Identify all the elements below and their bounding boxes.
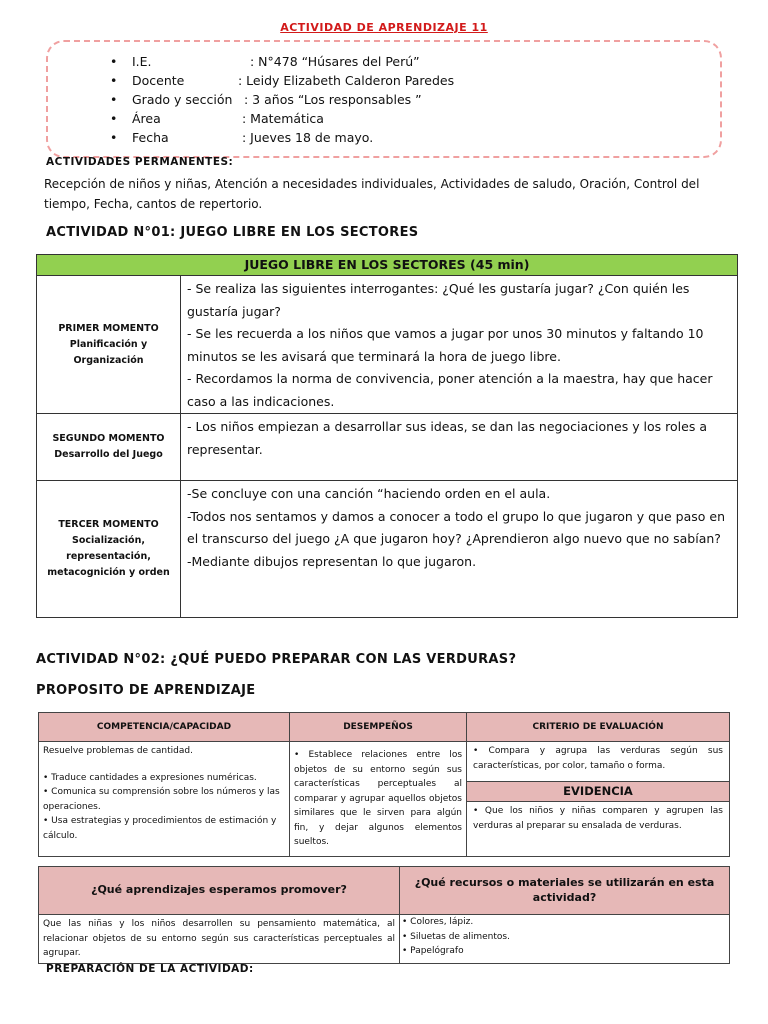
competencia-cell bbox=[39, 742, 290, 857]
actividad1-heading: ACTIVIDAD N°01: JUEGO LIBRE EN LOS SECTORES bbox=[46, 225, 419, 240]
competencia-header: COMPETENCIA/CAPACIDAD bbox=[39, 713, 290, 742]
momento-title: PRIMER MOMENTO bbox=[58, 322, 159, 334]
momento-content bbox=[181, 276, 738, 414]
document-title: ACTIVIDAD DE APRENDIZAJE 11 bbox=[280, 21, 488, 34]
recursos-cell bbox=[400, 915, 730, 964]
momento-line: - Se les recuerda a los niños que vamos a jugar por unos 30 minutos y faltando 10 minutos se les avisará que terminará la hora de juego libre. bbox=[187, 326, 704, 364]
momento-title: SEGUNDO MOMENTO bbox=[52, 433, 165, 444]
juego-libre-header: JUEGO LIBRE EN LOS SECTORES (45 min) bbox=[37, 255, 738, 276]
competencia-title: Resuelve problemas de cantidad. bbox=[43, 746, 193, 756]
bullet-icon: • bbox=[110, 54, 118, 69]
bullet-icon: • bbox=[110, 130, 118, 145]
juego-libre-table bbox=[36, 254, 738, 618]
bullet-icon: • bbox=[110, 73, 118, 88]
aprendizajes-cell: Que las niñas y los niños desarrollen su pensamiento matemática, al relacionar objetos de su entorno según sus características perceptuales al agrupar. bbox=[39, 915, 400, 964]
info-value: : N°478 “Húsares del Perú” bbox=[250, 54, 420, 69]
actividad2-heading: ACTIVIDAD N°02: ¿QUÉ PUEDO PREPARAR CON LAS VERDURAS? bbox=[36, 652, 517, 667]
recurso-item: • Colores, lápiz. bbox=[402, 917, 474, 927]
proposito-table bbox=[38, 712, 730, 857]
momento-content bbox=[181, 414, 738, 481]
info-label: Fecha bbox=[132, 130, 169, 145]
permanentes-text: Recepción de niños y niñas, Atención a necesidades individuales, Actividades de saludo, Oración, Control del tiempo, Fecha, cantos de repertorio. bbox=[44, 177, 700, 211]
momento-cell bbox=[37, 414, 181, 481]
momento-title: TERCER MOMENTO bbox=[58, 519, 159, 530]
aprendizajes-header: ¿Qué aprendizajes esperamos promover? bbox=[39, 867, 400, 915]
info-label: Docente bbox=[132, 73, 185, 88]
momento-cell bbox=[37, 481, 181, 618]
momento-subtitle: Planificación y Organización bbox=[69, 338, 148, 366]
criterio-header: CRITERIO DE EVALUACIÓN bbox=[467, 713, 730, 742]
momento-line: - Se realiza las siguientes interrogantes: ¿Qué les gustaría jugar? ¿Con quién les gustaría jugar? bbox=[187, 281, 690, 319]
recursos-header: ¿Qué recursos o materiales se utilizarán en esta actividad? bbox=[400, 867, 730, 915]
momento-line: -Mediante dibujos representan lo que jugaron. bbox=[187, 553, 477, 569]
momento-subtitle: Desarrollo del Juego bbox=[54, 449, 163, 460]
info-label: I.E. bbox=[132, 54, 152, 69]
competencia-item: • Usa estrategias y procedimientos de estimación y cálculo. bbox=[43, 816, 277, 841]
permanentes-heading: ACTIVIDADES PERMANENTES: bbox=[46, 156, 234, 168]
momento-line: - Recordamos la norma de convivencia, poner atención a la maestra, hay que hacer caso a las indicaciones. bbox=[187, 371, 713, 409]
momento-cell bbox=[37, 276, 181, 414]
aprendizajes-table bbox=[38, 866, 730, 964]
info-label: Grado y sección bbox=[132, 92, 233, 107]
info-value: : 3 años “Los responsables ” bbox=[244, 92, 422, 107]
competencia-item: • Traduce cantidades a expresiones numéricas. bbox=[43, 772, 257, 783]
info-label: Área bbox=[132, 111, 161, 126]
evidencia-header: EVIDENCIA bbox=[467, 782, 730, 802]
momento-line: - Los niños empiezan a desarrollar sus ideas, se dan las negociaciones y los roles a representar. bbox=[187, 419, 707, 457]
desempeno-cell: • Establece relaciones entre los objetos de su entorno según sus características perceptuales al comparar y agrupar aquellos objetos similares que le sirven para algún fin, y dejar algunos elementos sueltos. bbox=[290, 742, 467, 857]
info-value: : Matemática bbox=[242, 111, 324, 126]
info-value: : Leidy Elizabeth Calderon Paredes bbox=[238, 73, 455, 88]
evidencia-cell: • Que los niños y niñas comparen y agrupen las verduras al preparar su ensalada de verduras. bbox=[467, 802, 730, 857]
recurso-item: • Papelógrafo bbox=[402, 946, 464, 956]
recurso-item: • Siluetas de alimentos. bbox=[402, 931, 510, 942]
momento-subtitle: Socialización, representación, metacognición y orden bbox=[47, 535, 170, 578]
bullet-icon: • bbox=[110, 111, 118, 126]
momento-line: -Se concluye con una canción “haciendo orden en el aula. bbox=[187, 486, 551, 501]
competencia-item: • Comunica su comprensión sobre los números y las operaciones. bbox=[43, 787, 280, 812]
proposito-heading: PROPOSITO DE APRENDIZAJE bbox=[36, 683, 256, 698]
preparacion-heading: PREPARACIÓN DE LA ACTIVIDAD: bbox=[46, 963, 254, 975]
bullet-icon: • bbox=[110, 92, 118, 107]
momento-content bbox=[181, 481, 738, 618]
criterio-cell: • Compara y agrupa las verduras según sus características, por color, tamaño o forma. bbox=[467, 742, 730, 782]
momento-line: -Todos nos sentamos y damos a conocer a todo el grupo lo que jugaron y que paso en el transcurso del juego ¿A que jugaron hoy? ¿Aprendieron algo nuevo que no sabían? bbox=[187, 508, 725, 546]
desempenos-header: DESEMPEÑOS bbox=[290, 713, 467, 742]
info-value: : Jueves 18 de mayo. bbox=[242, 130, 374, 145]
